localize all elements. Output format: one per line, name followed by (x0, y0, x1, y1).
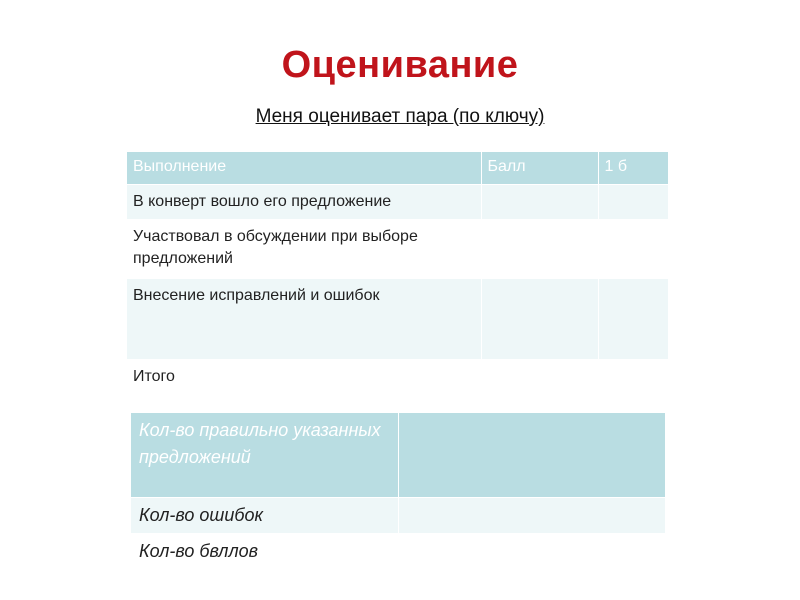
score-cell[interactable] (481, 279, 598, 360)
score-cell[interactable] (481, 220, 598, 279)
row-label: Внесение исправлений и ошибок (127, 279, 481, 360)
row-label: Участвовал в обсуждении при выборе предложений (127, 220, 481, 279)
page-title: Оценивание (281, 44, 519, 86)
table-header-row (131, 413, 666, 498)
page-subtitle: Меня оценивает пара (по ключу) (255, 106, 545, 127)
row-label-total: Итого (127, 360, 481, 399)
point-cell[interactable] (598, 220, 668, 279)
table-row (131, 498, 666, 534)
row-label: В конверт вошло его предложение (127, 185, 481, 220)
table-row (131, 534, 666, 570)
total-point-cell[interactable] (598, 360, 668, 399)
row-label-points-count: Кол-во бвллов (131, 534, 399, 570)
table-header-row (127, 152, 668, 185)
total-score-cell[interactable] (481, 360, 598, 399)
header-cell-task: Выполнение (127, 152, 481, 185)
point-cell[interactable] (598, 185, 668, 220)
point-cell[interactable] (598, 279, 668, 360)
header-cell-point: 1 б (598, 152, 668, 185)
table-row (127, 185, 668, 220)
row-label-error-count: Кол-во ошибок (131, 498, 399, 534)
value-cell-error-count[interactable] (399, 498, 666, 534)
score-cell[interactable] (481, 185, 598, 220)
row-label-correct-count: Кол-во правильно указанных предложений (131, 413, 399, 498)
assessment-table (127, 151, 669, 399)
header-cell-score: Балл (481, 152, 598, 185)
table-row (127, 220, 668, 279)
table-row-total (127, 360, 668, 399)
value-cell-correct-count[interactable] (399, 413, 666, 498)
value-cell-points-count[interactable] (399, 534, 666, 570)
count-table (130, 412, 666, 570)
table-row (127, 279, 668, 360)
